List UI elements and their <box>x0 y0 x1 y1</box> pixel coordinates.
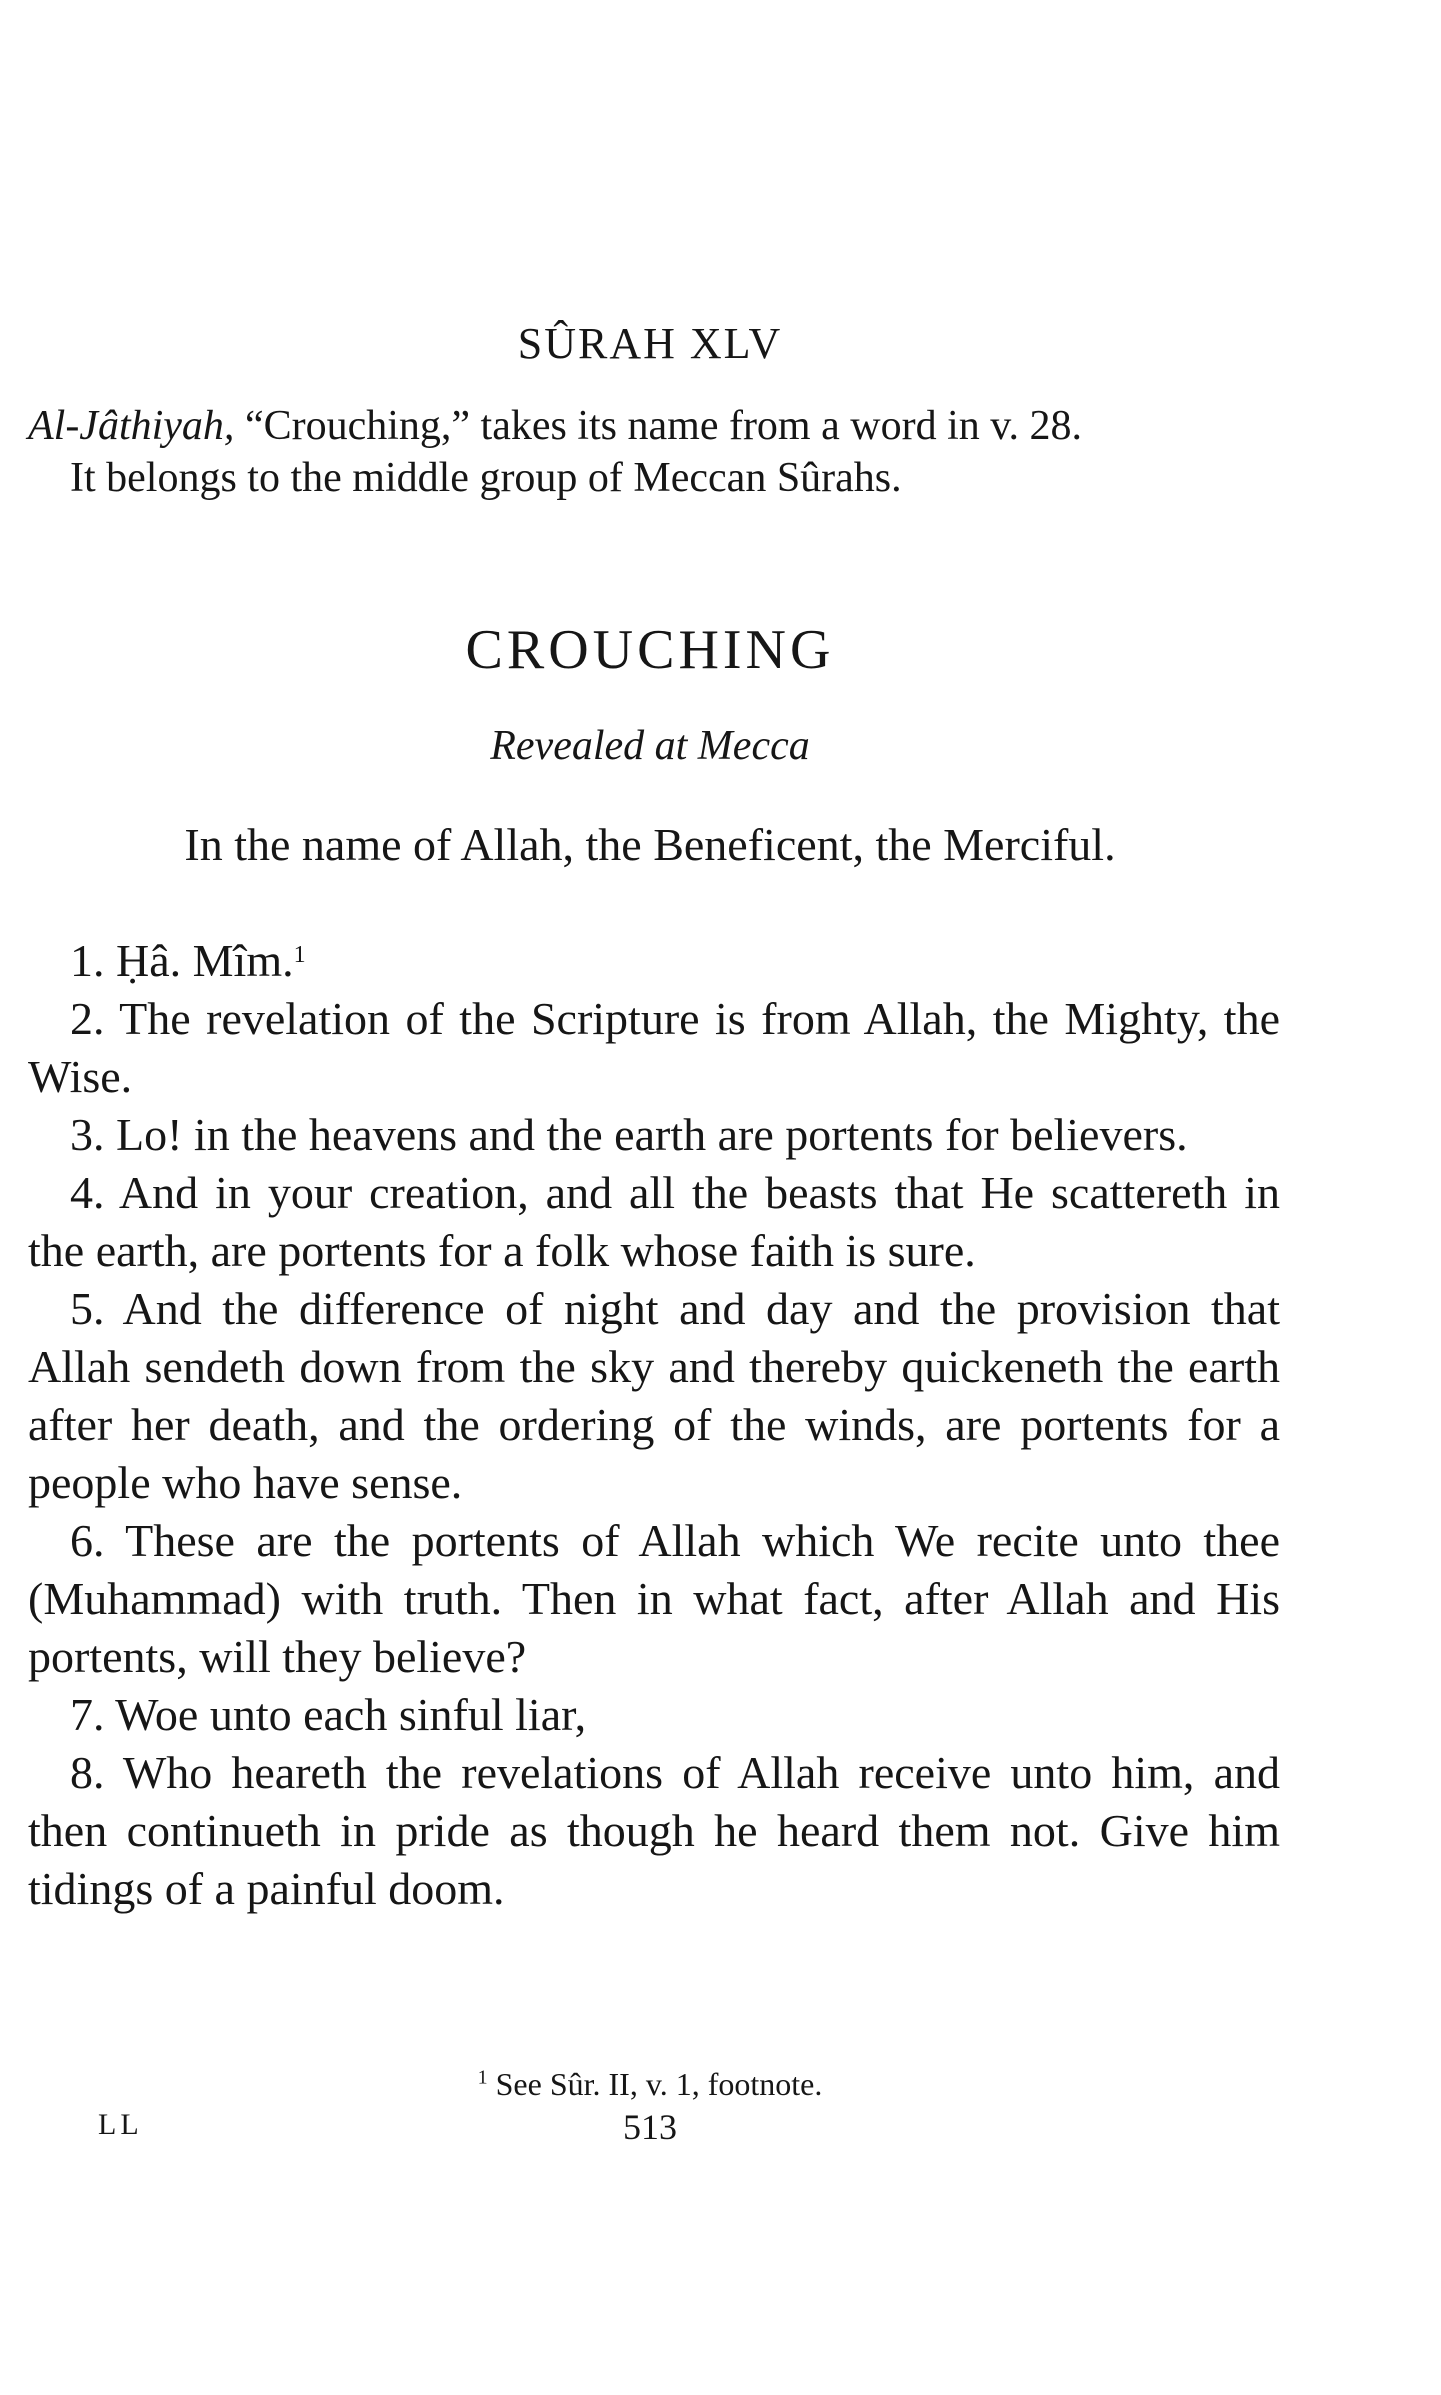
footnote-mark: 1 <box>477 2066 488 2089</box>
footnote-text: See Sûr. II, v. 1, footnote. <box>487 2066 823 2102</box>
surah-heading: SÛRAH XLV <box>517 319 783 368</box>
verse-3: 3. Lo! in the heavens and the earth are portents for believers. <box>70 1109 1188 1160</box>
verse-5: 5. And the difference of night and day and the provision that Allah sendeth down from the sky and thereby quickeneth the earth after her death, and the ordering of the winds, are portents for a people who have sense. <box>28 1283 1280 1508</box>
surah-arabic-name: Al-Jâthiyah, <box>28 403 235 449</box>
verse-7: 7. Woe unto each sinful liar, <box>70 1689 587 1740</box>
revelation-place: Revealed at Mecca <box>490 723 810 769</box>
verses-block <box>28 932 1280 1918</box>
surah-introduction <box>28 400 1268 504</box>
footnote <box>0 2066 1300 2103</box>
intro-line-1-text: “Crouching,” takes its name from a word in v. 28. <box>234 403 1083 449</box>
intro-line-2: It belongs to the middle group of Meccan Sûrahs. <box>70 455 902 501</box>
printer-signature-mark: LL <box>98 2108 143 2141</box>
verse-1-text: 1. Ḥâ. Mîm. <box>70 935 294 986</box>
verse-8: 8. Who heareth the revelations of Allah receive unto him, and then continueth in pride as though he heard them not. Give him tidings of a painful doom. <box>28 1747 1280 1914</box>
surah-title: CROUCHING <box>465 619 835 681</box>
bismillah-invocation: In the name of Allah, the Beneficent, the Merciful. <box>184 819 1116 870</box>
verse-4: 4. And in your creation, and all the beasts that He scattereth in the earth, are portents for a folk whose faith is sure. <box>28 1167 1280 1276</box>
intro-line-1 <box>28 400 1268 452</box>
verse-1 <box>28 932 1280 990</box>
page-number: 513 <box>623 2107 677 2147</box>
verse-6: 6. These are the portents of Allah which We recite unto thee (Muhammad) with truth. Then in what fact, after Allah and His portents, will they believe? <box>28 1515 1280 1682</box>
verse-2: 2. The revelation of the Scripture is from Allah, the Mighty, the Wise. <box>28 993 1280 1102</box>
footnote-reference: 1 <box>293 942 306 968</box>
